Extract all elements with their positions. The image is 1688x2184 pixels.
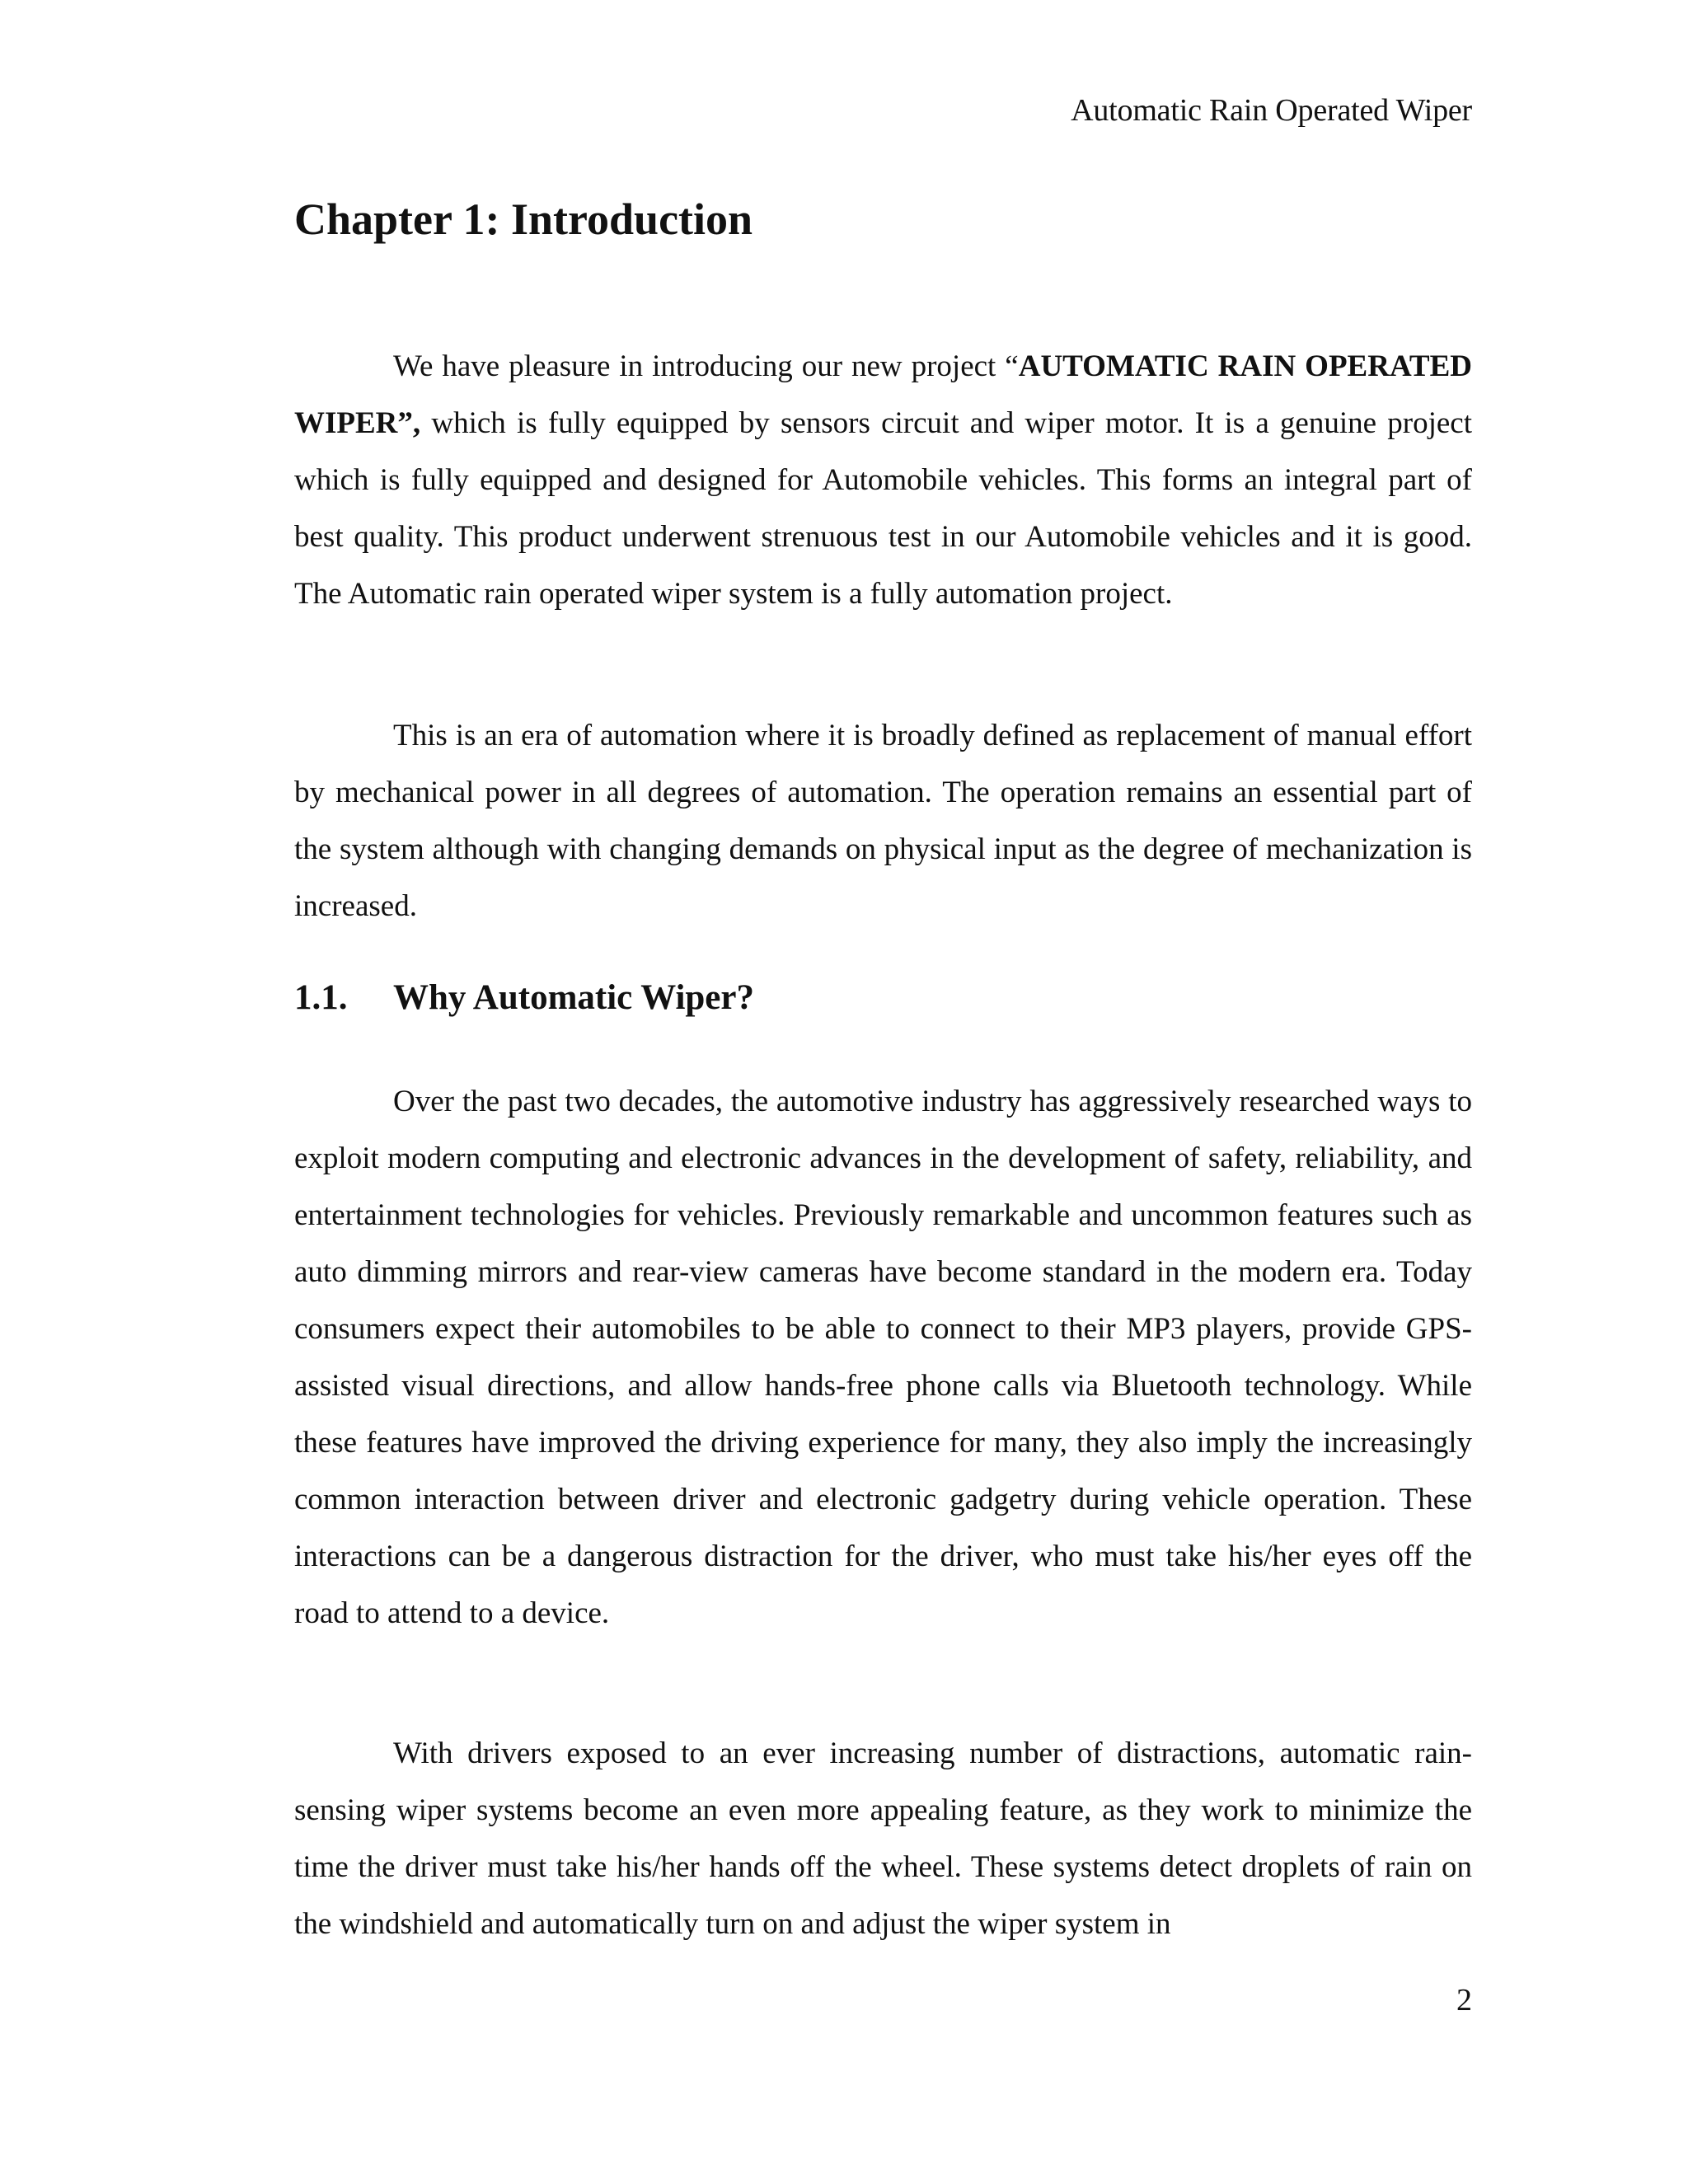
chapter-title: Chapter 1: Introduction xyxy=(294,194,753,244)
section-heading xyxy=(294,978,754,1017)
intro-paragraph-body: which is fully equipped by sensors circuit and wiper motor. It is a genuine project which is fully equipped and designed for Automobile vehicles. This forms an integral part of best quality. This product underwent strenuous test in our Automobile vehicles and it is good. The Automatic rain operated wiper system is a fully automation project. xyxy=(294,406,1472,611)
intro-paragraph xyxy=(294,338,1472,622)
section-title: Why Automatic Wiper? xyxy=(393,978,754,1017)
distraction-paragraph: With drivers exposed to an ever increasing number of distractions, automatic rain-sensing wiper systems become an even more appealing feature, as they work to minimize the time the driver must take his/her hands off the wheel. These systems detect droplets of rain on the windshield and automatically turn on and adjust the wiper system in xyxy=(294,1736,1472,1941)
intro-paragraph-lead: We have pleasure in introducing our new project “ xyxy=(393,349,1019,383)
running-header: Automatic Rain Operated Wiper xyxy=(1071,93,1472,128)
section-number: 1.1. xyxy=(294,978,348,1017)
industry-paragraph: Over the past two decades, the automotive industry has aggressively researched ways to exploit modern computing and electronic advances in the development of safety, reliability, and entertainment technologies for vehicles. Previously remarkable and uncommon features such as auto dimming mirrors and rear-view cameras have become standard in the modern era. Today consumers expect their automobiles to be able to connect to their MP3 players, provide GPS-assisted visual directions, and allow hands-free phone calls via Bluetooth technology. While these features have improved the driving experience for many, they also imply the increasingly common interaction between driver and electronic gadgetry during vehicle operation. These interactions can be a dangerous distraction for the driver, who must take his/her eyes off the road to attend to a device. xyxy=(294,1085,1472,1630)
page-number: 2 xyxy=(1456,1983,1472,2018)
project-name: AUTOMATIC RAIN OPERATED WIPER”, xyxy=(294,349,1472,440)
automation-paragraph: This is an era of automation where it is broadly defined as replacement of manual effort by mechanical power in all degrees of automation. The operation remains an essential part of the system although with changing demands on physical input as the degree of mechanization is increased. xyxy=(294,719,1472,923)
